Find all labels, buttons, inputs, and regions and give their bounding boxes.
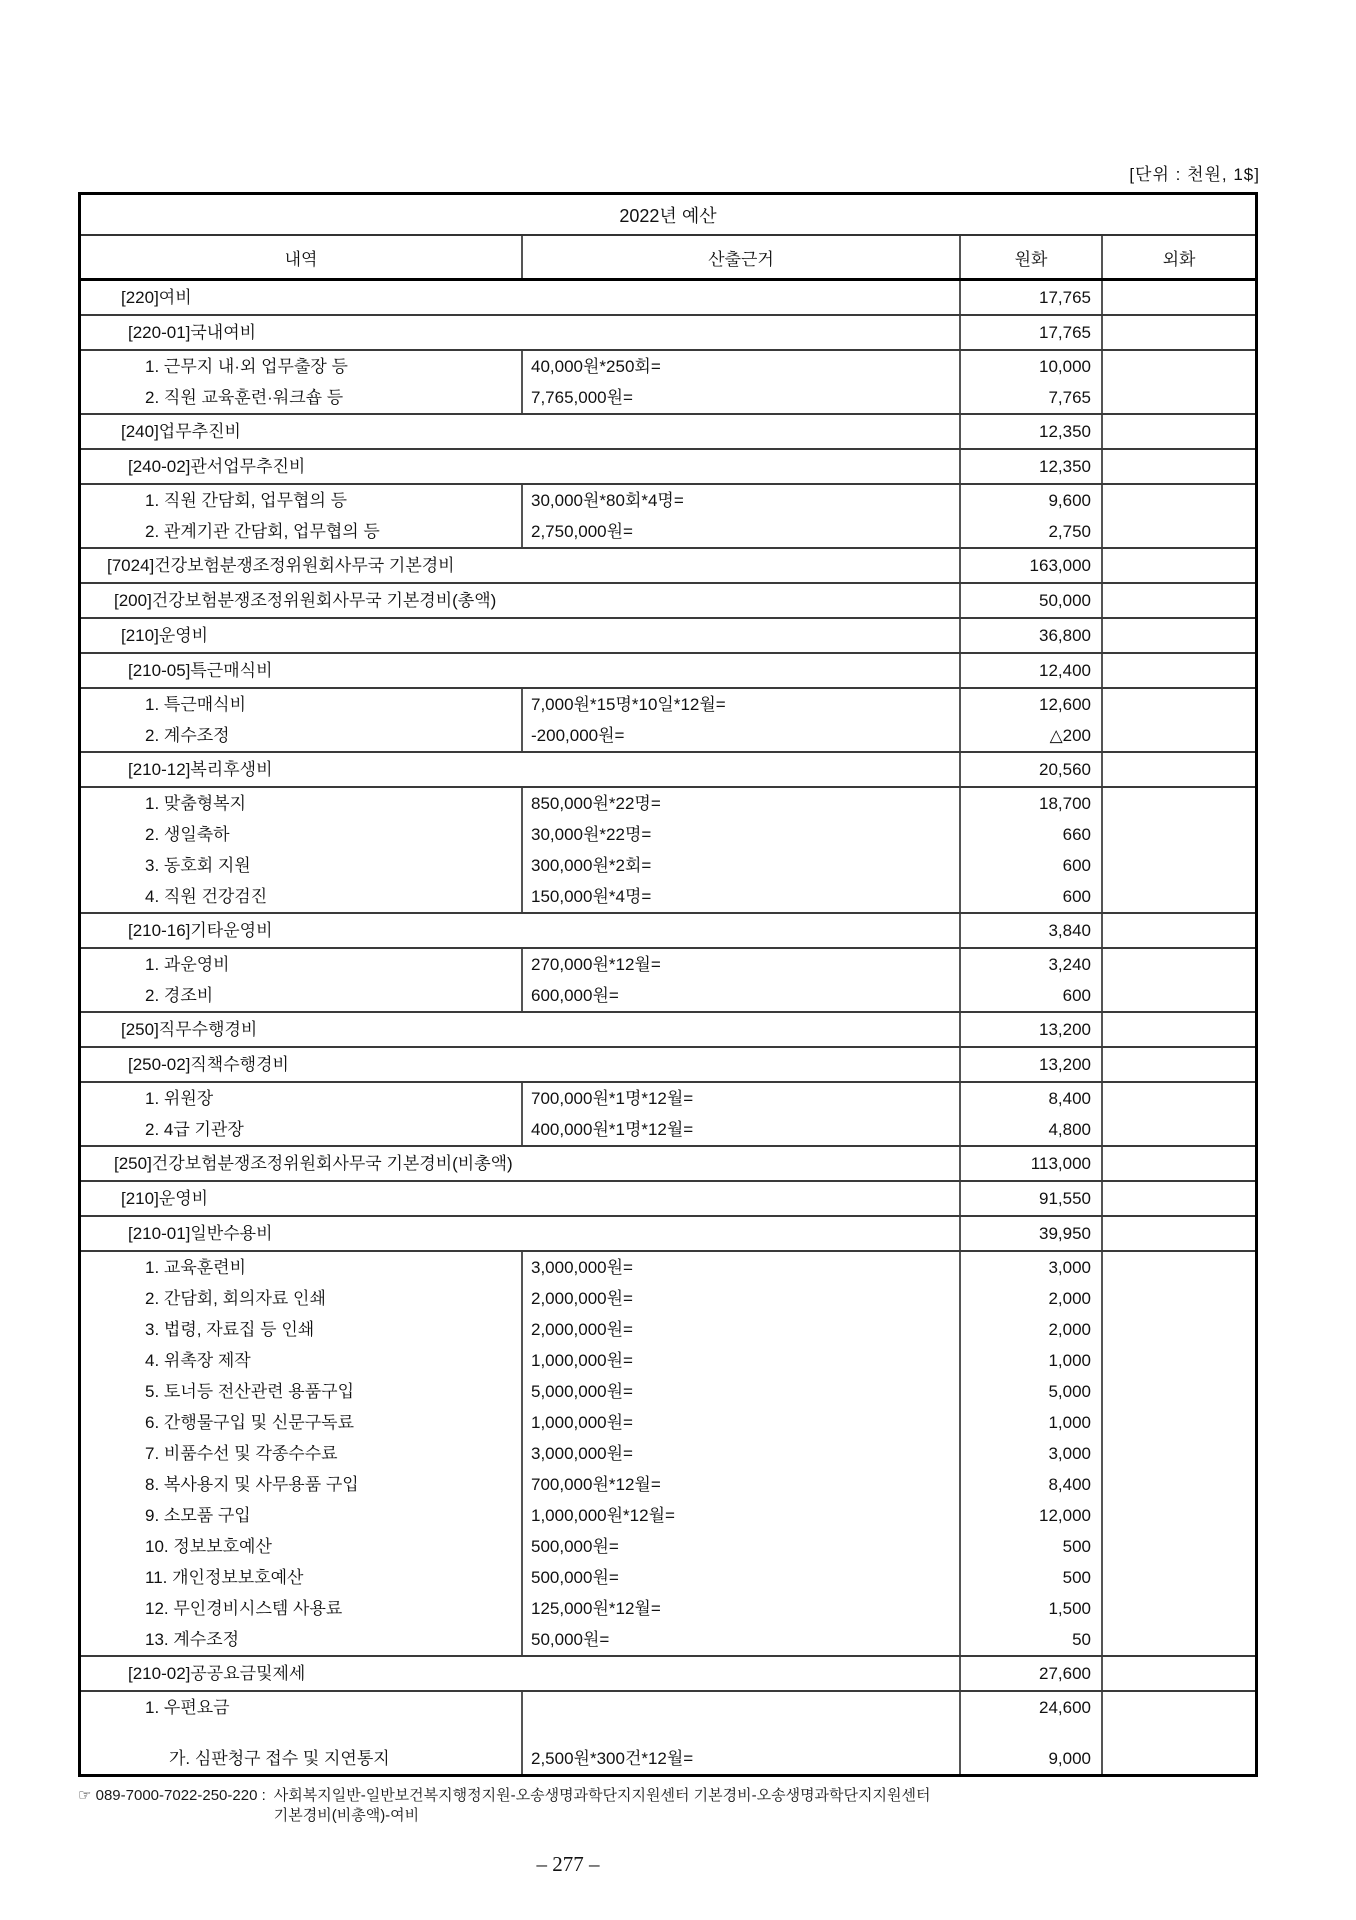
table-row-section	[81, 415, 1255, 450]
item-amount-krw: 1,000	[959, 1407, 1101, 1438]
item-amount-krw: 3,000	[959, 1438, 1101, 1469]
item-amount-fx	[1101, 1469, 1261, 1500]
section-amount-fx	[1101, 1048, 1261, 1081]
table-title: 2022년 예산	[81, 195, 1255, 236]
item-amount-krw: 8,400	[959, 1469, 1101, 1500]
item-line	[81, 1438, 1255, 1469]
item-amount-krw: 1,500	[959, 1593, 1101, 1624]
section-amount-krw: 17,765	[959, 316, 1101, 349]
item-amount-krw: 600	[959, 881, 1101, 912]
unit-label: [단위 : 천원, 1$]	[1129, 165, 1260, 184]
table-row-section	[81, 753, 1255, 788]
item-line	[81, 850, 1255, 881]
item-line	[81, 382, 1255, 413]
item-amount-fx	[1101, 351, 1261, 382]
item-line	[81, 1345, 1255, 1376]
item-calculation: 500,000원=	[521, 1562, 959, 1593]
item-amount-krw: 1,000	[959, 1345, 1101, 1376]
section-amount-krw: 113,000	[959, 1147, 1101, 1180]
item-name: 1. 우편요금	[145, 1698, 230, 1717]
item-amount-krw: 9,600	[959, 485, 1101, 516]
item-line	[81, 351, 1255, 382]
item-name: 가. 심판청구 접수 및 지연통지	[169, 1749, 390, 1768]
item-amount-krw: 12,000	[959, 1500, 1101, 1531]
item-name: 10. 정보보호예산	[145, 1537, 272, 1556]
item-amount-fx	[1101, 1114, 1261, 1145]
section-amount-fx	[1101, 1013, 1261, 1046]
item-name: 2. 4급 기관장	[145, 1120, 244, 1139]
item-amount-fx	[1101, 1531, 1261, 1562]
table-row-section	[81, 1013, 1255, 1048]
item-calculation: 2,500원*300건*12월=	[521, 1723, 959, 1774]
section-name: [250]직무수행경비	[121, 1020, 258, 1039]
table-row-section	[81, 1182, 1255, 1217]
item-amount-krw: 50	[959, 1624, 1101, 1655]
item-amount-krw: 500	[959, 1562, 1101, 1593]
item-name: 1. 특근매식비	[145, 695, 247, 714]
item-amount-krw: 5,000	[959, 1376, 1101, 1407]
item-name: 12. 무인경비시스템 사용료	[145, 1599, 343, 1618]
item-calculation: 5,000,000원=	[521, 1376, 959, 1407]
table-row-item-group	[81, 485, 1255, 549]
item-calculation: 2,000,000원=	[521, 1314, 959, 1345]
item-amount-fx	[1101, 1314, 1261, 1345]
item-amount-krw: 8,400	[959, 1083, 1101, 1114]
item-amount-fx	[1101, 1562, 1261, 1593]
section-amount-fx	[1101, 1657, 1261, 1690]
section-name: [220-01]국내여비	[128, 323, 257, 342]
section-amount-krw: 91,550	[959, 1182, 1101, 1215]
item-calculation: 850,000원*22명=	[521, 788, 959, 819]
item-amount-fx	[1101, 850, 1261, 881]
section-amount-krw: 12,400	[959, 654, 1101, 687]
table-row-item-group	[81, 351, 1255, 415]
budget-table-body	[81, 281, 1255, 1774]
item-amount-fx	[1101, 1438, 1261, 1469]
section-name: [210-01]일반수용비	[128, 1224, 273, 1243]
table-row-item-group	[81, 689, 1255, 753]
item-calculation: 30,000원*80회*4명=	[521, 485, 959, 516]
page-number: – 277 –	[536, 1852, 600, 1876]
section-name: [210]운영비	[121, 626, 209, 645]
item-calculation: 400,000원*1명*12월=	[521, 1114, 959, 1145]
item-line	[81, 819, 1255, 850]
table-row-item-group	[81, 1692, 1255, 1774]
item-amount-krw: 7,765	[959, 382, 1101, 413]
item-calculation: 1,000,000원=	[521, 1407, 959, 1438]
item-line	[81, 1469, 1255, 1500]
section-amount-krw: 27,600	[959, 1657, 1101, 1690]
section-amount-krw: 50,000	[959, 584, 1101, 617]
item-amount-krw: 10,000	[959, 351, 1101, 382]
section-amount-fx	[1101, 654, 1261, 687]
table-row-section	[81, 914, 1255, 949]
item-amount-fx	[1101, 1283, 1261, 1314]
item-line	[81, 1562, 1255, 1593]
item-name: 2. 간담회, 회의자료 인쇄	[145, 1289, 326, 1308]
item-line	[81, 980, 1255, 1011]
section-amount-fx	[1101, 450, 1261, 483]
section-amount-krw: 12,350	[959, 450, 1101, 483]
section-amount-fx	[1101, 1217, 1261, 1250]
item-calculation: 7,765,000원=	[521, 382, 959, 413]
item-amount-krw: 9,000	[959, 1723, 1101, 1774]
section-amount-krw: 12,350	[959, 415, 1101, 448]
column-header-foreign-currency: 외화	[1101, 236, 1255, 278]
item-name: 11. 개인정보보호예산	[145, 1568, 304, 1587]
item-name: 13. 계수조정	[145, 1630, 240, 1649]
item-calculation	[521, 1692, 959, 1723]
item-calculation: 40,000원*250회=	[521, 351, 959, 382]
section-name: [200]건강보험분쟁조정위원회사무국 기본경비(총액)	[114, 591, 497, 610]
section-amount-krw: 163,000	[959, 549, 1101, 582]
table-row-item-group	[81, 1083, 1255, 1147]
footnote-ref	[78, 1786, 266, 1826]
table-header-row	[81, 236, 1255, 281]
footnote-code: 089-7000-7022-250-220 :	[95, 1787, 266, 1804]
item-amount-fx	[1101, 1345, 1261, 1376]
item-name: 3. 법령, 자료집 등 인쇄	[145, 1320, 315, 1339]
item-line	[81, 1114, 1255, 1145]
item-line	[81, 1283, 1255, 1314]
section-amount-krw: 20,560	[959, 753, 1101, 786]
table-row-section	[81, 549, 1255, 584]
item-name: 2. 계수조정	[145, 726, 230, 745]
item-calculation: 7,000원*15명*10일*12월=	[521, 689, 959, 720]
item-amount-krw: 2,000	[959, 1314, 1101, 1345]
item-calculation: 2,000,000원=	[521, 1283, 959, 1314]
item-name: 2. 관계기관 간담회, 업무협의 등	[145, 522, 380, 541]
item-name: 4. 위촉장 제작	[145, 1351, 251, 1370]
column-header-calculation-basis: 산출근거	[521, 236, 959, 278]
item-amount-krw: 12,600	[959, 689, 1101, 720]
item-line	[81, 1500, 1255, 1531]
item-line	[81, 1692, 1255, 1723]
section-amount-fx	[1101, 1182, 1261, 1215]
item-amount-fx	[1101, 1376, 1261, 1407]
section-amount-krw: 3,840	[959, 914, 1101, 947]
column-header-detail: 내역	[284, 250, 318, 269]
item-amount-krw: 2,000	[959, 1283, 1101, 1314]
section-amount-krw: 13,200	[959, 1013, 1101, 1046]
item-calculation: 1,000,000원*12월=	[521, 1500, 959, 1531]
section-amount-fx	[1101, 584, 1261, 617]
section-amount-fx	[1101, 1147, 1261, 1180]
item-amount-krw: 4,800	[959, 1114, 1101, 1145]
item-amount-krw: 2,750	[959, 516, 1101, 547]
table-row-section	[81, 584, 1255, 619]
section-amount-krw: 36,800	[959, 619, 1101, 652]
item-line	[81, 1624, 1255, 1655]
table-row-section	[81, 654, 1255, 689]
item-calculation: 700,000원*12월=	[521, 1469, 959, 1500]
item-calculation: 30,000원*22명=	[521, 819, 959, 850]
section-amount-krw: 17,765	[959, 281, 1101, 314]
item-amount-fx	[1101, 1500, 1261, 1531]
item-line	[81, 1407, 1255, 1438]
item-calculation: 3,000,000원=	[521, 1252, 959, 1283]
item-amount-fx	[1101, 788, 1261, 819]
item-name: 5. 토너등 전산관련 용품구입	[145, 1382, 354, 1401]
item-name: 1. 위원장	[145, 1089, 214, 1108]
section-amount-fx	[1101, 415, 1261, 448]
table-row-section	[81, 1147, 1255, 1182]
item-calculation: 1,000,000원=	[521, 1345, 959, 1376]
section-name: [210]운영비	[121, 1189, 209, 1208]
section-name: [210-12]복리후생비	[128, 760, 273, 779]
section-name: [7024]건강보험분쟁조정위원회사무국 기본경비	[107, 556, 455, 575]
item-amount-krw: 3,000	[959, 1252, 1101, 1283]
item-name: 2. 생일축하	[145, 825, 230, 844]
item-name: 6. 간행물구입 및 신문구독료	[145, 1413, 354, 1432]
table-row-section	[81, 1048, 1255, 1083]
section-name: [210-02]공공요금및제세	[128, 1664, 306, 1683]
item-amount-krw: 600	[959, 850, 1101, 881]
section-name: [210-16]기타운영비	[128, 921, 273, 940]
section-amount-fx	[1101, 549, 1261, 582]
item-line	[81, 881, 1255, 912]
item-amount-fx	[1101, 689, 1261, 720]
section-name: [240]업무추진비	[121, 422, 241, 441]
item-name: 1. 과운영비	[145, 955, 230, 974]
footnote-line1: 사회복지일반-일반보건복지행정지원-오송생명과학단지지원센터 기본경비-오송생명과학단지지원센터	[273, 1787, 931, 1804]
item-calculation: 700,000원*1명*12월=	[521, 1083, 959, 1114]
item-amount-fx	[1101, 819, 1261, 850]
section-amount-fx	[1101, 619, 1261, 652]
table-row-section	[81, 281, 1255, 316]
item-calculation: 150,000원*4명=	[521, 881, 959, 912]
item-name: 4. 직원 건강검진	[145, 887, 268, 906]
item-calculation: 2,750,000원=	[521, 516, 959, 547]
item-name: 8. 복사용지 및 사무용품 구입	[145, 1475, 359, 1494]
section-amount-krw: 39,950	[959, 1217, 1101, 1250]
section-name: [240-02]관서업무추진비	[128, 457, 306, 476]
item-amount-fx	[1101, 1407, 1261, 1438]
item-name: 1. 맞춤형복지	[145, 794, 247, 813]
item-amount-fx	[1101, 485, 1261, 516]
table-row-section	[81, 619, 1255, 654]
item-amount-fx	[1101, 980, 1261, 1011]
item-line	[81, 949, 1255, 980]
item-name: 1. 근무지 내·외 업무출장 등	[145, 357, 348, 376]
item-line	[81, 689, 1255, 720]
item-calculation: 3,000,000원=	[521, 1438, 959, 1469]
item-calculation: 500,000원=	[521, 1531, 959, 1562]
item-amount-krw: 600	[959, 980, 1101, 1011]
item-calculation: 600,000원=	[521, 980, 959, 1011]
item-amount-fx	[1101, 516, 1261, 547]
item-name: 1. 교육훈련비	[145, 1258, 247, 1277]
table-row-section	[81, 1657, 1255, 1692]
section-amount-fx	[1101, 914, 1261, 947]
footnote	[78, 1786, 1258, 1826]
section-amount-fx	[1101, 753, 1261, 786]
table-row-item-group	[81, 788, 1255, 914]
item-line	[81, 1252, 1255, 1283]
item-line	[81, 516, 1255, 547]
budget-table	[78, 192, 1258, 1777]
column-header-krw: 원화	[959, 236, 1101, 278]
item-amount-krw: 660	[959, 819, 1101, 850]
section-name: [210-05]특근매식비	[128, 661, 273, 680]
item-amount-fx	[1101, 1692, 1261, 1723]
section-name: [250]건강보험분쟁조정위원회사무국 기본경비(비총액)	[114, 1154, 513, 1173]
item-amount-fx	[1101, 1252, 1261, 1283]
footnote-line2: 기본경비(비총액)-여비	[273, 1807, 420, 1824]
item-name: 3. 동호회 지원	[145, 856, 251, 875]
item-name: 1. 직원 간담회, 업무협의 등	[145, 491, 348, 510]
item-name: 7. 비품수선 및 각종수수료	[145, 1444, 338, 1463]
item-amount-krw: △200	[959, 720, 1101, 751]
content-area	[78, 192, 1258, 1877]
item-line	[81, 1723, 1255, 1774]
item-amount-krw: 3,240	[959, 949, 1101, 980]
footnote-text	[274, 1786, 931, 1826]
item-amount-fx	[1101, 1624, 1261, 1655]
item-line	[81, 1593, 1255, 1624]
item-amount-krw: 24,600	[959, 1692, 1101, 1723]
table-row-section	[81, 316, 1255, 351]
item-calculation: 300,000원*2회=	[521, 850, 959, 881]
item-amount-fx	[1101, 1083, 1261, 1114]
table-row-item-group	[81, 1252, 1255, 1657]
section-name: [250-02]직책수행경비	[128, 1055, 289, 1074]
item-amount-fx	[1101, 881, 1261, 912]
table-row-section	[81, 1217, 1255, 1252]
item-amount-fx	[1101, 1723, 1261, 1774]
item-calculation: 270,000원*12월=	[521, 949, 959, 980]
item-amount-fx	[1101, 382, 1261, 413]
item-amount-fx	[1101, 1593, 1261, 1624]
section-amount-fx	[1101, 316, 1261, 349]
section-name: [220]여비	[121, 288, 192, 307]
item-line	[81, 1083, 1255, 1114]
item-line	[81, 1531, 1255, 1562]
item-calculation: 50,000원=	[521, 1624, 959, 1655]
item-line	[81, 720, 1255, 751]
item-amount-fx	[1101, 720, 1261, 751]
item-calculation: -200,000원=	[521, 720, 959, 751]
item-name: 9. 소모품 구입	[145, 1506, 251, 1525]
item-amount-krw: 18,700	[959, 788, 1101, 819]
table-row-section	[81, 450, 1255, 485]
item-line	[81, 788, 1255, 819]
item-amount-krw: 500	[959, 1531, 1101, 1562]
section-amount-fx	[1101, 281, 1261, 314]
item-line	[81, 1376, 1255, 1407]
item-name: 2. 경조비	[145, 986, 214, 1005]
item-name: 2. 직원 교육훈련·워크숍 등	[145, 388, 344, 407]
item-line	[81, 485, 1255, 516]
item-line	[81, 1314, 1255, 1345]
table-row-item-group	[81, 949, 1255, 1013]
item-calculation: 125,000원*12월=	[521, 1593, 959, 1624]
pointer-finger-icon: ☞	[78, 1787, 92, 1804]
section-amount-krw: 13,200	[959, 1048, 1101, 1081]
item-amount-fx	[1101, 949, 1261, 980]
